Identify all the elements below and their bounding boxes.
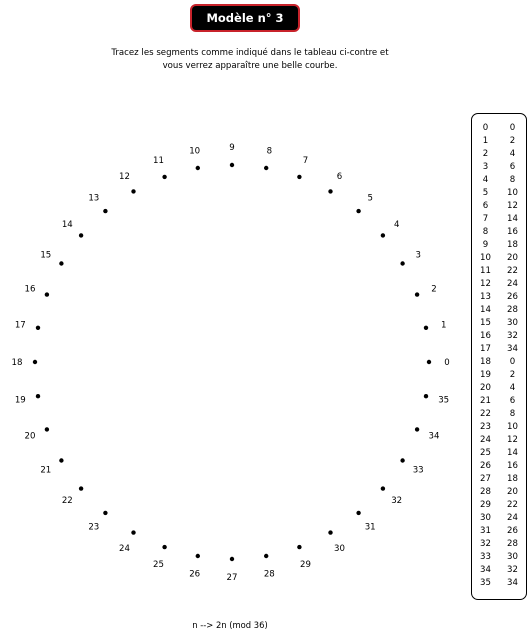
point-label-30: 30 [334, 544, 345, 555]
table-cell-2n: 2 [509, 370, 516, 380]
point-10 [196, 166, 200, 170]
point-34 [415, 427, 419, 431]
table-cell-2n: 26 [507, 292, 518, 302]
table-cell-2n: 18 [507, 474, 518, 484]
table-row [472, 421, 526, 434]
table-cell-n: 3 [482, 162, 489, 172]
table-row [472, 369, 526, 382]
point-4 [381, 233, 385, 237]
table-cell-n: 10 [480, 253, 491, 263]
point-label-0: 0 [444, 358, 450, 368]
formula-caption: n --> 2n (mod 36) [192, 620, 268, 630]
table-cell-n: 33 [480, 552, 491, 562]
point-label-2: 2 [431, 284, 437, 295]
table-cell-n: 9 [482, 240, 489, 250]
table-cell-n: 8 [482, 227, 489, 237]
table-cell-n: 21 [480, 396, 491, 406]
point-18 [33, 360, 37, 364]
point-label-18: 18 [11, 358, 23, 368]
point-label-5: 5 [367, 193, 373, 204]
point-7 [297, 175, 301, 179]
point-11 [162, 175, 166, 179]
table-row [472, 304, 526, 317]
table-cell-n: 31 [480, 526, 491, 536]
table-cell-n: 35 [480, 578, 491, 588]
table-cell-n: 32 [480, 539, 491, 549]
table-row [472, 434, 526, 447]
table-cell-n: 24 [480, 435, 491, 445]
table-cell-2n: 30 [507, 552, 518, 562]
table-cell-n: 19 [480, 370, 491, 380]
table-cell-n: 6 [482, 201, 489, 211]
table-row [472, 408, 526, 421]
point-label-8: 8 [266, 146, 273, 157]
table-row [472, 200, 526, 213]
point-30 [328, 530, 332, 534]
table-cell-2n: 8 [509, 175, 516, 185]
table-cell-2n: 24 [507, 279, 518, 289]
table-row [472, 330, 526, 343]
point-27 [230, 557, 234, 561]
table-row [472, 486, 526, 499]
point-28 [264, 554, 268, 558]
point-12 [131, 189, 135, 193]
table-cell-n: 34 [480, 565, 491, 575]
table-row [472, 473, 526, 486]
point-label-27: 27 [226, 573, 238, 583]
table-row [472, 122, 526, 135]
instructions-line-2: vous verrez apparaître une belle courbe. [162, 61, 338, 71]
table-row [472, 343, 526, 356]
table-cell-n: 26 [480, 461, 491, 471]
table-cell-2n: 14 [507, 448, 518, 458]
table-cell-n: 20 [480, 383, 491, 393]
point-24 [131, 530, 135, 534]
table-cell-2n: 4 [509, 383, 516, 393]
table-cell-n: 12 [480, 279, 491, 289]
table-cell-2n: 34 [507, 578, 518, 588]
table-cell-2n: 22 [507, 500, 518, 510]
point-label-6: 6 [336, 171, 343, 182]
point-29 [297, 545, 301, 549]
point-3 [400, 261, 404, 265]
table-row [472, 447, 526, 460]
table-cell-2n: 10 [507, 188, 518, 198]
table-cell-n: 23 [480, 422, 491, 432]
point-label-34: 34 [428, 431, 440, 442]
table-cell-n: 25 [480, 448, 491, 458]
table-row [472, 525, 526, 538]
table-row [472, 460, 526, 473]
table-cell-n: 5 [482, 188, 489, 198]
table-cell-2n: 28 [507, 305, 518, 315]
point-label-23: 23 [88, 522, 100, 533]
point-label-4: 4 [393, 219, 400, 230]
table-cell-2n: 6 [509, 396, 516, 406]
point-label-16: 16 [24, 284, 36, 295]
point-label-33: 33 [412, 465, 424, 476]
table-row [472, 291, 526, 304]
point-label-17: 17 [14, 320, 26, 331]
table-cell-2n: 28 [507, 539, 518, 549]
table-cell-n: 29 [480, 500, 491, 510]
table-row [472, 135, 526, 148]
point-35 [424, 394, 428, 398]
table-row [472, 161, 526, 174]
table-cell-n: 7 [482, 214, 489, 224]
table-row [472, 512, 526, 525]
table-cell-2n: 24 [507, 513, 518, 523]
point-23 [103, 511, 107, 515]
point-26 [196, 554, 200, 558]
table-cell-2n: 32 [507, 565, 518, 575]
point-label-10: 10 [189, 146, 201, 157]
point-label-7: 7 [302, 156, 309, 166]
point-label-13: 13 [88, 193, 100, 204]
table-cell-n: 22 [480, 409, 491, 419]
table-cell-2n: 2 [509, 136, 516, 146]
table-cell-2n: 30 [507, 318, 518, 328]
point-label-15: 15 [40, 250, 52, 261]
point-22 [79, 486, 83, 490]
table-cell-2n: 18 [507, 240, 518, 250]
point-label-26: 26 [189, 569, 201, 580]
point-21 [59, 458, 63, 462]
table-row [472, 213, 526, 226]
point-label-22: 22 [61, 496, 73, 507]
table-cell-2n: 16 [507, 461, 518, 471]
instructions-line-1: Tracez les segments comme indiqué dans le tableau ci-contre et [111, 48, 389, 58]
table-row [472, 538, 526, 551]
table-cell-2n: 6 [509, 162, 516, 172]
point-0 [427, 360, 431, 364]
table-cell-2n: 34 [507, 344, 518, 354]
table-row [472, 356, 526, 369]
table-cell-2n: 8 [509, 409, 516, 419]
point-25 [162, 545, 166, 549]
point-20 [45, 427, 49, 431]
table-cell-2n: 10 [507, 422, 518, 432]
table-row [472, 577, 526, 590]
point-label-21: 21 [40, 465, 52, 476]
table-row [472, 187, 526, 200]
table-cell-n: 27 [480, 474, 491, 484]
table-cell-n: 17 [480, 344, 491, 354]
point-label-20: 20 [24, 431, 36, 442]
table-row [472, 265, 526, 278]
table-row [472, 317, 526, 330]
table-cell-2n: 26 [507, 526, 518, 536]
table-cell-n: 13 [480, 292, 491, 302]
table-cell-n: 28 [480, 487, 491, 497]
point-32 [381, 486, 385, 490]
table-cell-n: 2 [482, 149, 489, 159]
point-19 [36, 394, 40, 398]
point-5 [356, 209, 360, 213]
point-label-35: 35 [438, 395, 450, 406]
table-cell-n: 30 [480, 513, 491, 523]
table-row [472, 148, 526, 161]
point-label-1: 1 [440, 320, 447, 331]
table-cell-n: 11 [480, 266, 491, 276]
table-cell-2n: 22 [507, 266, 518, 276]
point-9 [230, 163, 234, 167]
table-cell-n: 4 [482, 175, 489, 185]
table-row [472, 564, 526, 577]
point-16 [45, 292, 49, 296]
table-cell-n: 18 [480, 357, 491, 367]
table-cell-n: 1 [482, 136, 489, 146]
point-label-31: 31 [364, 522, 376, 533]
table-row [472, 499, 526, 512]
table-row [472, 395, 526, 408]
point-1 [424, 326, 428, 330]
point-15 [59, 261, 63, 265]
table-cell-2n: 32 [507, 331, 518, 341]
table-row [472, 226, 526, 239]
point-13 [103, 209, 107, 213]
table-row [472, 239, 526, 252]
point-label-14: 14 [61, 219, 73, 230]
table-cell-2n: 12 [507, 201, 518, 211]
table-cell-2n: 20 [507, 253, 518, 263]
table-cell-2n: 20 [507, 487, 518, 497]
point-label-28: 28 [263, 569, 275, 580]
point-8 [264, 166, 268, 170]
point-2 [415, 292, 419, 296]
table-row [472, 382, 526, 395]
table-row [472, 174, 526, 187]
point-label-12: 12 [119, 171, 130, 182]
segment-table [471, 113, 527, 600]
point-label-25: 25 [153, 560, 164, 570]
point-33 [400, 458, 404, 462]
point-17 [36, 326, 40, 330]
table-row [472, 278, 526, 291]
point-label-32: 32 [391, 496, 403, 507]
point-label-29: 29 [300, 560, 311, 570]
point-label-3: 3 [415, 250, 421, 261]
table-cell-n: 15 [480, 318, 491, 328]
table-row [472, 252, 526, 265]
point-label-9: 9 [229, 143, 235, 153]
table-cell-n: 0 [482, 123, 489, 133]
table-cell-2n: 14 [507, 214, 518, 224]
table-cell-n: 14 [480, 305, 491, 315]
table-cell-2n: 16 [507, 227, 518, 237]
table-row [472, 551, 526, 564]
point-31 [356, 511, 360, 515]
point-6 [328, 189, 332, 193]
model-title: Modèle n° 3 [190, 4, 300, 32]
table-cell-2n: 0 [509, 357, 516, 367]
table-cell-2n: 12 [507, 435, 518, 445]
point-label-24: 24 [119, 544, 130, 555]
point-14 [79, 233, 83, 237]
point-label-11: 11 [153, 156, 164, 166]
table-cell-n: 16 [480, 331, 491, 341]
point-label-19: 19 [14, 395, 26, 406]
table-cell-2n: 0 [509, 123, 516, 133]
table-cell-2n: 4 [509, 149, 516, 159]
